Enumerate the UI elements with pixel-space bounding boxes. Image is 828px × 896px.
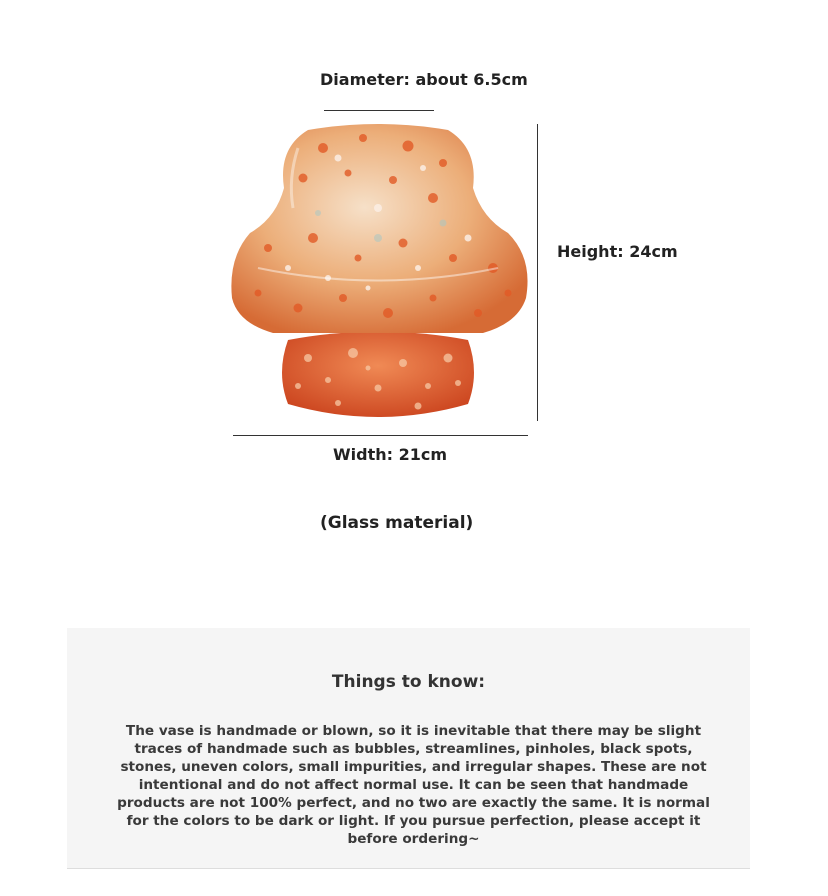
height-line	[537, 124, 538, 421]
material-label: (Glass material)	[320, 513, 474, 533]
width-label: Width: 21cm	[333, 445, 448, 464]
width-line	[233, 435, 528, 436]
vase-body	[231, 124, 527, 333]
diameter-label: Diameter: about 6.5cm	[320, 70, 528, 89]
height-label: Height: 24cm	[557, 242, 678, 261]
notice-title: Things to know:	[331, 672, 486, 692]
notice-panel	[67, 628, 750, 869]
vase-base	[282, 332, 474, 418]
notice-body: The vase is handmade or blown, so it is inevitable that there may be slight traces of handmade such as bubbles, streamlines, pinholes, black spots, stones, uneven colors, small impurities, and irregular shapes. These are not intentional and do not affect normal use. It can be seen that handmade products are not 100% perfect, and no two are exactly the same. It is normal for the colors to be dark or light. If you pursue perfection, please accept it before ordering~	[117, 723, 710, 847]
vase-image	[228, 118, 528, 428]
diameter-line	[324, 110, 434, 111]
